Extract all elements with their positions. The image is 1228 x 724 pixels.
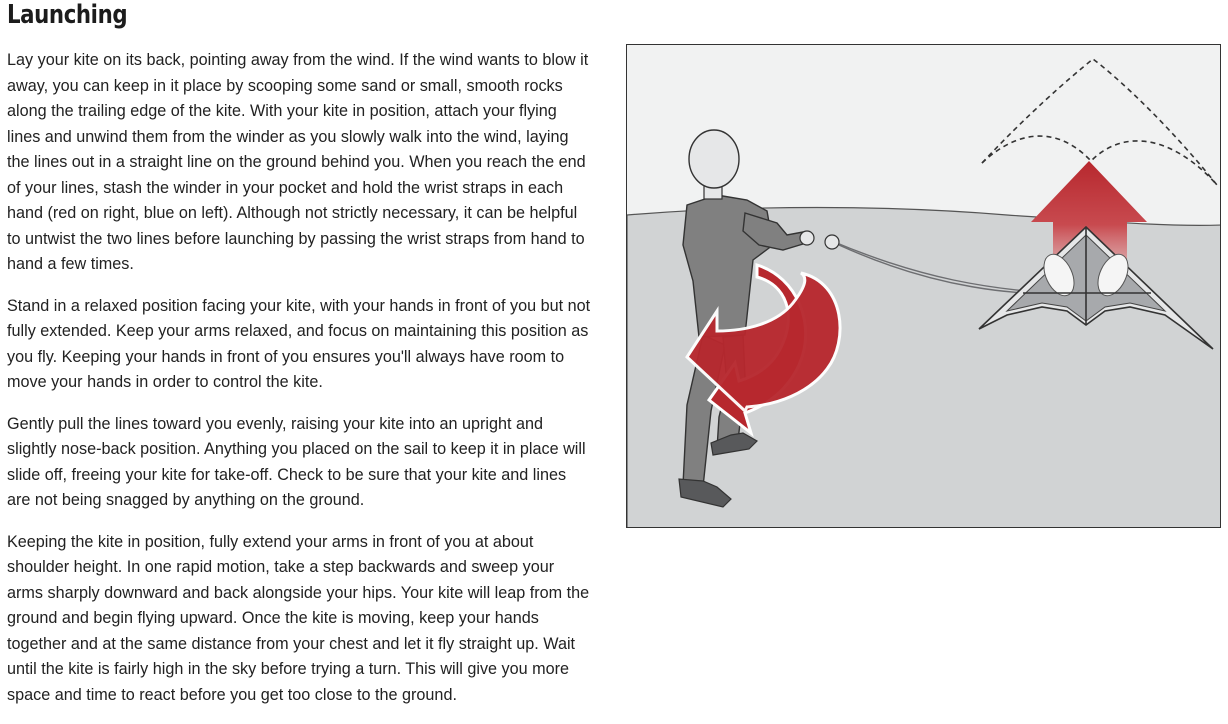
- section-title: Launching: [7, 0, 128, 30]
- paragraph-stance: Stand in a relaxed position facing your kite, with your hands in front of you but not fully extended. Keep your arms relaxed, and focus on maintaining this position as you fly. Keeping your hands in front of you ensures you'll always have room to move your hands in order to control the kite.: [7, 296, 591, 391]
- article-body: [7, 48, 592, 724]
- paragraph-launch-motion: Keeping the kite in position, fully extend your arms in front of you at about shoulder height. In one rapid motion, take a step backwards and sweep your arms sharply downward and back alongside your hips. Your kite will leap from the ground and begin flying upward. Once the kite is moving, keep your hands together and at the same distance from your chest and let it fly straight up. Wait until the kite is fairly high in the sky before trying a turn. This will give you more space and time to react before you get too close to the ground.: [7, 532, 590, 704]
- launch-illustration: [626, 44, 1221, 528]
- launch-illustration-svg: [627, 45, 1221, 528]
- paragraph-raise-kite: Gently pull the lines toward you evenly, raising your kite into an upright and slightly nose-back position. Anything you placed on the sail to keep it in place will slide off, freeing your kite for take-off. Check to be sure that your kite and lines are not being snagged by anything on the ground.: [7, 414, 586, 509]
- paragraph-setup: Lay your kite on its back, pointing away from the wind. If the wind wants to blow it away, you can keep in it place by scooping some sand or small, smooth rocks along the trailing edge of the kite. With your kite in position, attach your flying lines and unwind them from the winder as you slowly walk into the wind, laying the lines out in a straight line on the ground behind you. When you reach the end of your lines, stash the winder in your pocket and hold the wrist straps in each hand (red on right, blue on left). Although not strictly necessary, it can be helpful to untwist the two lines before launching by passing the wrist straps from hand to hand a few times.: [7, 51, 589, 273]
